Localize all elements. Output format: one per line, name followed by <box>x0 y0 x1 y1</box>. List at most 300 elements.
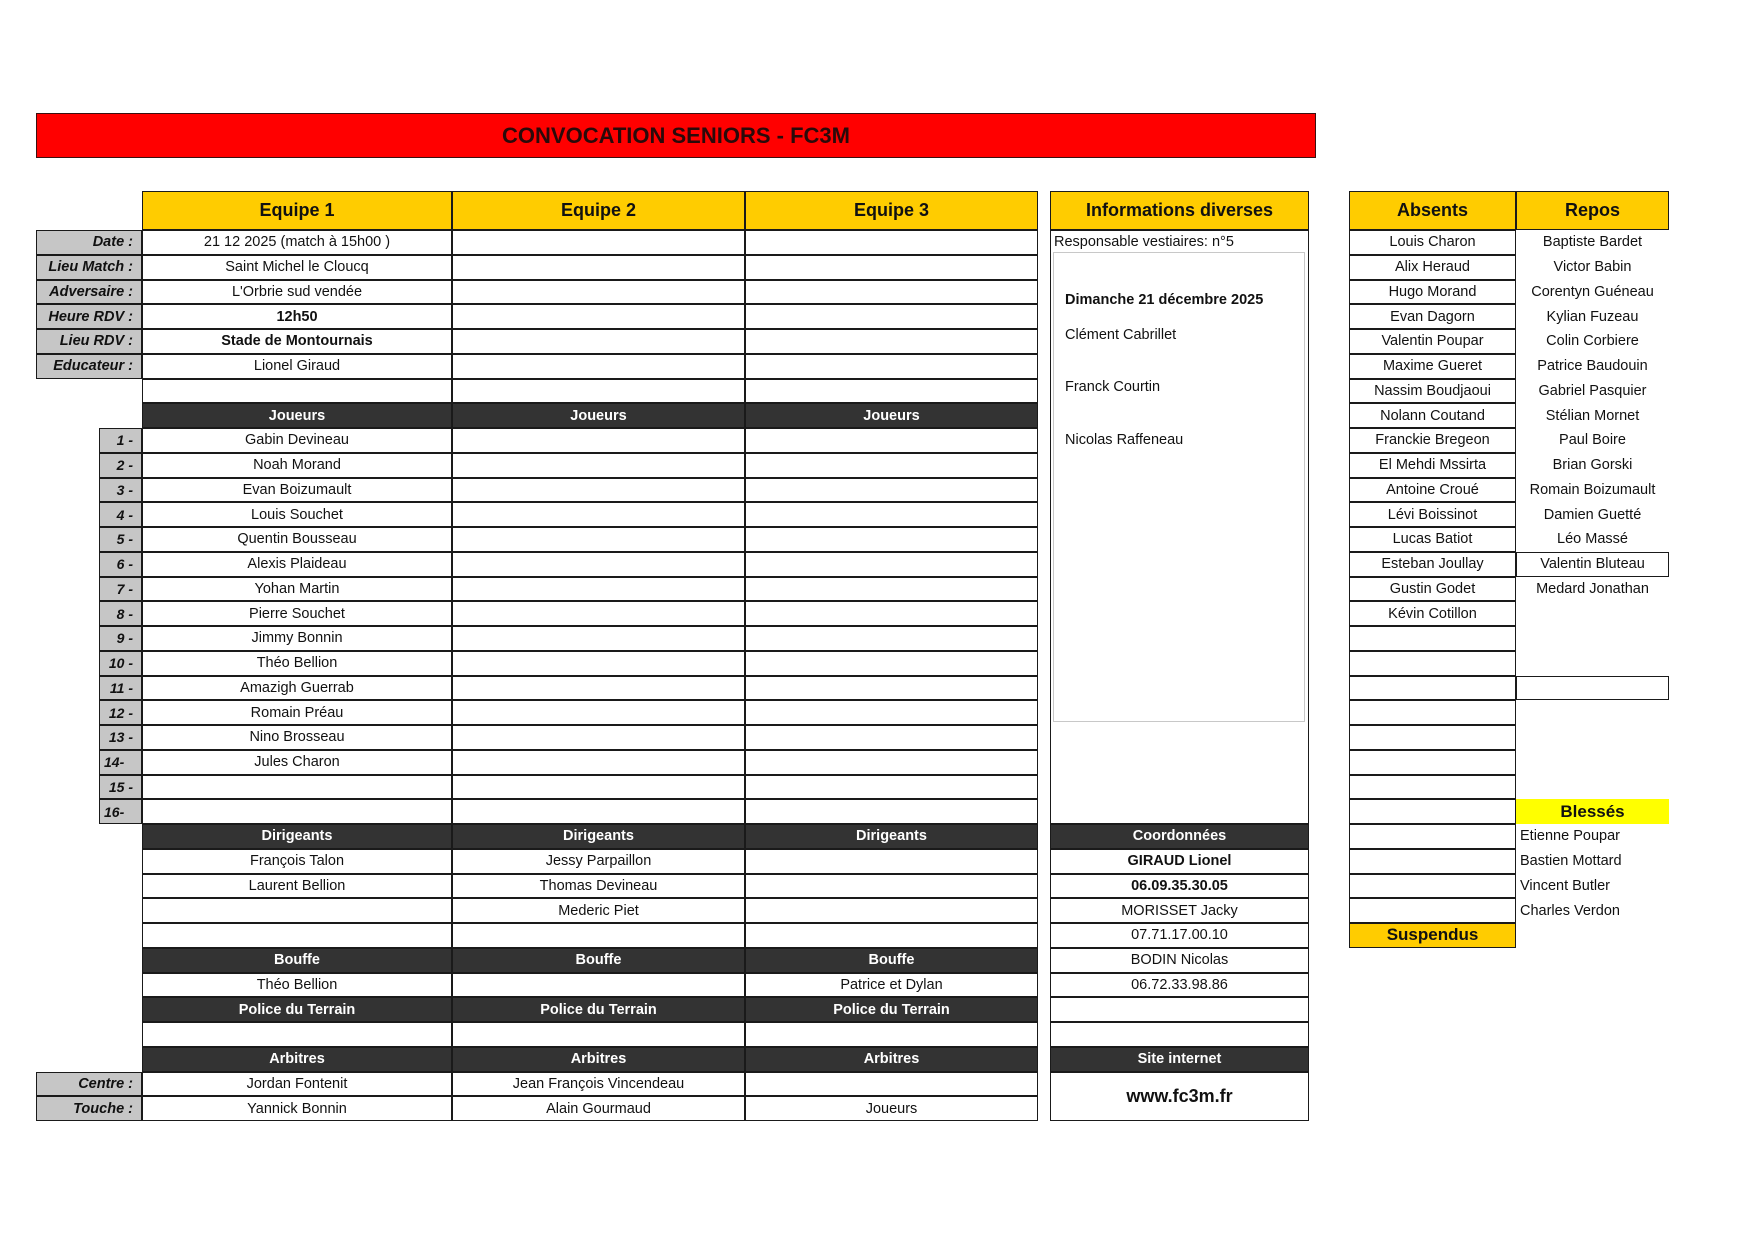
player-equipe1[interactable] <box>142 676 452 701</box>
absent-entry[interactable] <box>1349 824 1516 849</box>
repos-entry-text: Gabriel Pasquier <box>1538 382 1647 399</box>
repos-entry[interactable] <box>1516 304 1669 329</box>
blesses-header-text: Blessés <box>1560 801 1625 821</box>
player-equipe1[interactable] <box>142 700 452 725</box>
player-equipe1[interactable] <box>142 775 452 800</box>
blesse-entry-text: Bastien Mottard <box>1520 853 1622 870</box>
repos-entry-text: Brian Gorski <box>1552 457 1633 474</box>
police-header-text: Police du Terrain <box>833 1001 950 1018</box>
dirigeant-equipe3[interactable] <box>745 898 1038 923</box>
dirigeant-equipe2[interactable] <box>452 898 745 923</box>
dirigeant-equipe2[interactable] <box>452 923 745 948</box>
player-equipe3[interactable] <box>745 601 1038 626</box>
dirigeant-equipe1[interactable] <box>142 849 452 874</box>
player-number-text: 14- <box>104 754 125 771</box>
absent-entry-text: Gustin Godet <box>1389 580 1476 597</box>
match-label <box>36 354 142 379</box>
coordonnee-blank[interactable] <box>1050 997 1309 1022</box>
page-title-banner <box>36 113 1316 158</box>
player-equipe1-text: Jimmy Bonnin <box>251 630 343 647</box>
player-number <box>99 527 142 552</box>
absent-entry[interactable] <box>1349 626 1516 651</box>
match-value-equipe1[interactable] <box>142 329 452 354</box>
arbitre-label-centre-text: Centre : <box>78 1075 133 1092</box>
joueurs-header-text: Joueurs <box>863 407 920 424</box>
info-name: Franck Courtin <box>1065 379 1161 395</box>
player-equipe1[interactable] <box>142 527 452 552</box>
player-equipe2[interactable] <box>452 799 745 824</box>
coordonnee[interactable] <box>1050 923 1309 948</box>
player-equipe3[interactable] <box>745 453 1038 478</box>
player-equipe1[interactable] <box>142 478 452 503</box>
suspendus-header-text: Suspendus <box>1386 925 1479 945</box>
absent-entry[interactable] <box>1349 329 1516 354</box>
bouffe-header-text: Bouffe <box>868 952 915 969</box>
repos-entry[interactable] <box>1516 230 1669 255</box>
arbitre-centre-equipe2[interactable] <box>452 1072 745 1097</box>
repos-entry[interactable] <box>1516 280 1669 305</box>
match-value-equipe1[interactable] <box>142 230 452 255</box>
repos-entry[interactable] <box>1516 527 1669 552</box>
arbitre-touche-equipe2[interactable] <box>452 1096 745 1121</box>
repos-entry[interactable] <box>1516 502 1669 527</box>
arbitres-header-text: Arbitres <box>570 1051 627 1068</box>
police-equipe3[interactable] <box>745 1022 1038 1047</box>
arbitre-touche-equipe1[interactable] <box>142 1096 452 1121</box>
match-value-equipe1-text: Saint Michel le Cloucq <box>225 259 369 276</box>
absent-entry[interactable] <box>1349 676 1516 701</box>
absents-header <box>1349 191 1516 230</box>
player-equipe1[interactable] <box>142 725 452 750</box>
site-link-text: www.fc3m.fr <box>1126 1085 1233 1106</box>
player-number <box>99 601 142 626</box>
team-header-3-text: Equipe 3 <box>853 200 929 220</box>
absent-entry[interactable] <box>1349 874 1516 899</box>
blank-cell[interactable] <box>452 379 745 404</box>
player-number <box>99 478 142 503</box>
dirigeants-header-text: Dirigeants <box>261 828 333 845</box>
match-value-equipe1-text: 21 12 2025 (match à 15h00 ) <box>203 234 391 251</box>
player-equipe1-text: Louis Souchet <box>251 506 343 523</box>
arbitre-touche-equipe2-text: Alain Gourmaud <box>546 1100 651 1117</box>
match-label <box>36 280 142 305</box>
repos-entry-text: Colin Corbiere <box>1546 333 1639 350</box>
info-date: Dimanche 21 décembre 2025 <box>1065 292 1264 308</box>
match-value-equipe1-text: 12h50 <box>276 308 318 325</box>
repos-entry-text: Kylian Fuzeau <box>1546 308 1639 325</box>
repos-entry-text: Valentin Bluteau <box>1540 556 1645 573</box>
repos-entry[interactable] <box>1516 403 1669 428</box>
dirigeants-header <box>142 824 452 849</box>
player-number-text: 2 - <box>116 457 133 474</box>
player-equipe3[interactable] <box>745 676 1038 701</box>
blesse-entry[interactable] <box>1516 874 1669 899</box>
coordonnee-blank[interactable] <box>1050 1022 1309 1047</box>
player-number-text: 9 - <box>116 630 133 647</box>
repos-entry-text: Damien Guetté <box>1543 506 1642 523</box>
absent-entry[interactable] <box>1349 354 1516 379</box>
police-header <box>745 997 1038 1022</box>
match-value-equipe3[interactable] <box>745 230 1038 255</box>
player-equipe2[interactable] <box>452 527 745 552</box>
coordonnees-header <box>1050 824 1309 849</box>
bouffe-header <box>142 948 452 973</box>
match-label-text: Date : <box>92 234 133 251</box>
player-equipe2[interactable] <box>452 453 745 478</box>
player-number-text: 3 - <box>116 481 133 498</box>
match-label <box>36 255 142 280</box>
absent-entry-text: Kévin Cotillon <box>1388 605 1477 622</box>
player-equipe2[interactable] <box>452 502 745 527</box>
blesse-entry-text: Charles Verdon <box>1520 902 1620 919</box>
absent-entry-text: Antoine Croué <box>1386 481 1479 498</box>
absent-entry[interactable] <box>1349 775 1516 800</box>
arbitre-label-touche-text: Touche : <box>73 1100 133 1117</box>
coordonnee-text: MORISSET Jacky <box>1121 902 1238 919</box>
blesse-entry[interactable] <box>1516 849 1669 874</box>
match-label-text: Lieu Match : <box>48 259 133 276</box>
match-value-equipe1-text: Stade de Montournais <box>221 333 373 350</box>
info-name: Clément Cabrillet <box>1065 327 1177 343</box>
joueurs-header-text: Joueurs <box>570 407 627 424</box>
dirigeant-equipe1[interactable] <box>142 923 452 948</box>
bouffe-header <box>452 948 745 973</box>
player-equipe2[interactable] <box>452 676 745 701</box>
player-equipe1-text: Quentin Bousseau <box>237 531 357 548</box>
match-value-equipe2[interactable] <box>452 280 745 305</box>
absent-entry[interactable] <box>1349 230 1516 255</box>
bouffe-header-text: Bouffe <box>575 952 622 969</box>
absent-entry[interactable] <box>1349 379 1516 404</box>
match-label <box>36 329 142 354</box>
arbitres-header-text: Arbitres <box>863 1051 920 1068</box>
player-equipe1-text: Gabin Devineau <box>245 432 349 449</box>
blesse-entry[interactable] <box>1516 824 1669 849</box>
player-equipe1[interactable] <box>142 453 452 478</box>
player-equipe2[interactable] <box>452 725 745 750</box>
arbitres-header <box>142 1047 452 1072</box>
arbitre-centre-equipe3[interactable] <box>745 1072 1038 1097</box>
absent-entry-text: Maxime Gueret <box>1382 358 1483 375</box>
player-equipe2[interactable] <box>452 775 745 800</box>
police-equipe2[interactable] <box>452 1022 745 1047</box>
repos-entry[interactable] <box>1516 329 1669 354</box>
match-value-equipe3[interactable] <box>745 280 1038 305</box>
info-header <box>1050 191 1309 230</box>
match-value-equipe3[interactable] <box>745 354 1038 379</box>
bouffe-equipe2[interactable] <box>452 973 745 998</box>
bouffe-equipe1[interactable] <box>142 973 452 998</box>
dirigeants-header-text: Dirigeants <box>563 828 634 845</box>
absent-entry[interactable] <box>1349 725 1516 750</box>
coordonnee[interactable] <box>1050 948 1309 973</box>
joueurs-header <box>745 403 1038 428</box>
team-header-2-text: Equipe 2 <box>560 200 636 220</box>
absent-entry[interactable] <box>1349 750 1516 775</box>
player-equipe3[interactable] <box>745 502 1038 527</box>
player-number <box>99 626 142 651</box>
repos-entry[interactable] <box>1516 552 1669 577</box>
player-number <box>99 502 142 527</box>
player-equipe3[interactable] <box>745 577 1038 602</box>
coordonnee[interactable] <box>1050 973 1309 998</box>
dirigeants-header-text: Dirigeants <box>856 828 927 845</box>
player-equipe3[interactable] <box>745 626 1038 651</box>
player-equipe1-text: Evan Boizumault <box>242 481 352 498</box>
absent-entry[interactable] <box>1349 651 1516 676</box>
player-number-text: 15 - <box>108 778 133 795</box>
player-equipe1[interactable] <box>142 799 452 824</box>
match-label-text: Heure RDV : <box>48 308 133 325</box>
repos-entry-text: Paul Boire <box>1559 432 1626 449</box>
absent-entry[interactable] <box>1349 255 1516 280</box>
match-value-equipe2[interactable] <box>452 354 745 379</box>
player-equipe1[interactable] <box>142 626 452 651</box>
absent-entry-text: Alix Heraud <box>1395 259 1470 276</box>
match-value-equipe2[interactable] <box>452 329 745 354</box>
match-value-equipe1-text: L'Orbrie sud vendée <box>231 283 363 300</box>
arbitre-centre-equipe1[interactable] <box>142 1072 452 1097</box>
player-equipe1-text: Yohan Martin <box>254 580 340 597</box>
player-equipe1[interactable] <box>142 502 452 527</box>
match-value-equipe3[interactable] <box>745 304 1038 329</box>
absent-entry-text: Nolann Coutand <box>1380 407 1485 424</box>
team-header-3 <box>745 191 1038 230</box>
coordonnee[interactable] <box>1050 874 1309 899</box>
player-equipe1[interactable] <box>142 750 452 775</box>
dirigeant-equipe2[interactable] <box>452 874 745 899</box>
arbitre-touche-equipe3[interactable] <box>745 1096 1038 1121</box>
player-equipe1[interactable] <box>142 601 452 626</box>
site-header-text: Site internet <box>1137 1051 1222 1068</box>
player-number <box>99 552 142 577</box>
repos-entry[interactable] <box>1516 428 1669 453</box>
player-equipe3[interactable] <box>745 775 1038 800</box>
blesses-header <box>1516 799 1669 824</box>
match-value-equipe2[interactable] <box>452 255 745 280</box>
absent-entry[interactable] <box>1349 577 1516 602</box>
absent-entry-text: Franckie Bregeon <box>1375 432 1490 449</box>
suspendus-header <box>1349 923 1516 948</box>
page-title: CONVOCATION SENIORS - FC3M <box>502 122 850 148</box>
coordonnee-text: BODIN Nicolas <box>1130 952 1229 969</box>
player-equipe1-text: Pierre Souchet <box>249 605 345 622</box>
repos-blank-boxed[interactable] <box>1516 676 1669 701</box>
player-number-text: 5 - <box>116 531 133 548</box>
player-equipe2[interactable] <box>452 552 745 577</box>
dirigeant-equipe3[interactable] <box>745 849 1038 874</box>
player-equipe2[interactable] <box>452 601 745 626</box>
absent-entry[interactable] <box>1349 453 1516 478</box>
player-equipe3[interactable] <box>745 527 1038 552</box>
blank-cell[interactable] <box>142 379 452 404</box>
police-header-text: Police du Terrain <box>238 1001 356 1018</box>
info-header-text: Informations diverses <box>1085 200 1274 220</box>
player-number-text: 16- <box>104 803 125 820</box>
player-equipe3[interactable] <box>745 799 1038 824</box>
player-equipe2[interactable] <box>452 651 745 676</box>
player-number <box>99 676 142 701</box>
blesse-entry-text: Etienne Poupar <box>1520 828 1620 845</box>
player-number-text: 11 - <box>109 679 133 696</box>
joueurs-header-text: Joueurs <box>268 407 326 424</box>
arbitre-centre-equipe2-text: Jean François Vincendeau <box>512 1075 685 1092</box>
absent-entry[interactable] <box>1349 304 1516 329</box>
arbitres-header <box>745 1047 1038 1072</box>
player-equipe1-text: Noah Morand <box>253 457 341 474</box>
absent-entry[interactable] <box>1349 898 1516 923</box>
dirigeant-equipe1-text: François Talon <box>249 853 345 870</box>
repos-entry[interactable] <box>1516 453 1669 478</box>
match-value-equipe1[interactable] <box>142 255 452 280</box>
repos-entry[interactable] <box>1516 379 1669 404</box>
absent-entry[interactable] <box>1349 849 1516 874</box>
absent-entry[interactable] <box>1349 280 1516 305</box>
player-equipe1-text: Alexis Plaideau <box>247 556 347 573</box>
dirigeant-equipe3[interactable] <box>745 923 1038 948</box>
player-equipe1-text: Romain Préau <box>250 704 344 721</box>
site-header <box>1050 1047 1309 1072</box>
bouffe-equipe3-text: Patrice et Dylan <box>840 976 943 993</box>
coordonnee[interactable] <box>1050 898 1309 923</box>
repos-entry[interactable] <box>1516 577 1669 602</box>
site-link[interactable] <box>1050 1072 1309 1122</box>
player-equipe2[interactable] <box>452 428 745 453</box>
repos-entry-text: Léo Massé <box>1557 531 1628 548</box>
player-number <box>99 700 142 725</box>
player-equipe3[interactable] <box>745 750 1038 775</box>
match-value-equipe2[interactable] <box>452 230 745 255</box>
dirigeant-equipe1[interactable] <box>142 874 452 899</box>
coordonnee-text: 06.09.35.30.05 <box>1131 877 1228 894</box>
player-equipe3[interactable] <box>745 725 1038 750</box>
match-value-equipe1[interactable] <box>142 354 452 379</box>
player-equipe3[interactable] <box>745 478 1038 503</box>
player-number-text: 1 - <box>116 432 133 449</box>
player-number <box>99 799 142 824</box>
player-equipe2[interactable] <box>452 750 745 775</box>
coordonnee[interactable] <box>1050 849 1309 874</box>
joueurs-header <box>452 403 745 428</box>
bouffe-header-text: Bouffe <box>274 952 320 969</box>
absent-entry-text: Evan Dagorn <box>1390 308 1475 325</box>
player-equipe1[interactable] <box>142 428 452 453</box>
repos-entry-text: Corentyn Guéneau <box>1531 283 1654 300</box>
repos-entry[interactable] <box>1516 478 1669 503</box>
absent-entry[interactable] <box>1349 478 1516 503</box>
absent-entry-text: Lucas Batiot <box>1392 531 1473 548</box>
police-header-text: Police du Terrain <box>540 1001 657 1018</box>
player-equipe1[interactable] <box>142 552 452 577</box>
repos-entry-text: Patrice Baudouin <box>1537 358 1648 375</box>
player-number <box>99 725 142 750</box>
absent-entry[interactable] <box>1349 502 1516 527</box>
dirigeants-header <box>745 824 1038 849</box>
bouffe-equipe3[interactable] <box>745 973 1038 998</box>
player-equipe1-text: Amazigh Guerrab <box>240 679 354 696</box>
match-value-equipe3[interactable] <box>745 255 1038 280</box>
player-equipe3[interactable] <box>745 651 1038 676</box>
player-number-text: 7 - <box>116 580 133 597</box>
match-label-text: Adversaire : <box>49 283 133 300</box>
absent-entry-text: Hugo Morand <box>1388 283 1477 300</box>
info-text-box[interactable] <box>1053 252 1305 722</box>
absent-entry[interactable] <box>1349 403 1516 428</box>
police-equipe1[interactable] <box>142 1022 452 1047</box>
dirigeant-equipe2[interactable] <box>452 849 745 874</box>
absent-entry[interactable] <box>1349 700 1516 725</box>
absent-entry[interactable] <box>1349 428 1516 453</box>
repos-header-text: Repos <box>1564 200 1620 220</box>
arbitre-label-centre <box>36 1072 142 1097</box>
dirigeant-equipe2-text: Mederic Piet <box>558 902 639 919</box>
player-equipe3[interactable] <box>745 428 1038 453</box>
player-number-text: 6 - <box>116 556 133 573</box>
match-label-text: Lieu RDV : <box>59 333 133 350</box>
player-number-text: 12 - <box>108 704 133 721</box>
absent-entry[interactable] <box>1349 601 1516 626</box>
absent-entry[interactable] <box>1349 552 1516 577</box>
absents-header-text: Absents <box>1396 200 1468 220</box>
player-equipe1[interactable] <box>142 651 452 676</box>
coordonnee-text: 06.72.33.98.86 <box>1131 976 1228 993</box>
player-equipe3[interactable] <box>745 700 1038 725</box>
repos-entry-text: Baptiste Bardet <box>1542 234 1643 251</box>
repos-entry[interactable] <box>1516 354 1669 379</box>
absent-entry-text: Esteban Joullay <box>1381 556 1484 573</box>
match-value-equipe1[interactable] <box>142 280 452 305</box>
arbitre-centre-equipe1-text: Jordan Fontenit <box>246 1075 348 1092</box>
info-name: Nicolas Raffeneau <box>1065 432 1184 448</box>
match-value-equipe1[interactable] <box>142 304 452 329</box>
absent-entry[interactable] <box>1349 527 1516 552</box>
arbitres-header-text: Arbitres <box>269 1051 325 1068</box>
absent-entry-text: Valentin Poupar <box>1381 333 1484 350</box>
player-equipe2[interactable] <box>452 577 745 602</box>
coordonnees-header-text: Coordonnées <box>1132 828 1227 845</box>
match-value-equipe2[interactable] <box>452 304 745 329</box>
dirigeant-equipe2-text: Thomas Devineau <box>539 877 658 894</box>
absent-entry-text: Louis Charon <box>1389 234 1476 251</box>
player-equipe2[interactable] <box>452 478 745 503</box>
repos-entry[interactable] <box>1516 255 1669 280</box>
team-header-1-text: Equipe 1 <box>259 200 335 220</box>
player-number <box>99 651 142 676</box>
repos-entry-text: Romain Boizumault <box>1529 481 1656 498</box>
repos-entry-text: Victor Babin <box>1553 259 1632 276</box>
absent-entry-text: Nassim Boudjaoui <box>1374 382 1491 399</box>
player-equipe2[interactable] <box>452 626 745 651</box>
match-value-equipe3[interactable] <box>745 329 1038 354</box>
player-equipe3[interactable] <box>745 552 1038 577</box>
blesse-entry-text: Vincent Butler <box>1520 877 1611 894</box>
coordonnee-text: 07.71.17.00.10 <box>1131 927 1228 944</box>
dirigeant-equipe1[interactable] <box>142 898 452 923</box>
player-equipe2[interactable] <box>452 700 745 725</box>
coordonnee-text: GIRAUD Lionel <box>1127 853 1232 870</box>
blank-cell[interactable] <box>745 379 1038 404</box>
dirigeant-equipe1-text: Laurent Bellion <box>248 877 346 894</box>
player-equipe1[interactable] <box>142 577 452 602</box>
player-number <box>99 428 142 453</box>
arbitres-header <box>452 1047 745 1072</box>
bouffe-header <box>745 948 1038 973</box>
absent-entry[interactable] <box>1349 799 1516 824</box>
player-equipe1-text: Jules Charon <box>254 754 340 771</box>
dirigeant-equipe3[interactable] <box>745 874 1038 899</box>
match-label-text: Educateur : <box>53 358 133 375</box>
blesse-entry[interactable] <box>1516 898 1669 923</box>
